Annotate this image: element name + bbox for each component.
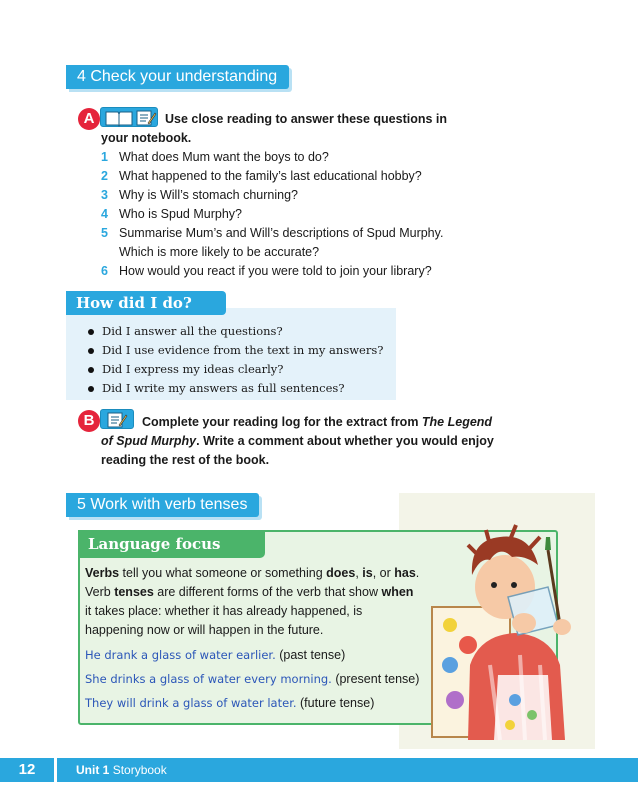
language-focus-title: Language focus (78, 530, 265, 558)
activity-a-icons (100, 107, 158, 127)
boy-drinking-water-illustration (420, 515, 590, 745)
section-5-header (66, 493, 259, 517)
activity-b-badge: B (78, 410, 100, 432)
list-item: Did I express my ideas clearly? (88, 360, 383, 379)
how-did-i-do-title: How did I do? (66, 291, 226, 315)
book-icon (104, 109, 134, 127)
list-item: 5 Summarise Mum’s and Will’s descriptions of Spud Murphy. Which is more likely to be accurate? (101, 226, 444, 259)
activity-b-instruction-3: reading the rest of the book. (101, 453, 270, 467)
notebook-pencil-icon (135, 109, 157, 127)
definition-line-3: it takes place: whether it has already happened, is (85, 604, 363, 618)
definition-line-1: Verbs tell you what someone or something does, is, or has. (85, 566, 420, 580)
example-past: He drank a glass of water earlier. (past tense) (85, 648, 346, 662)
list-item: 2 What happened to the family’s last educational hobby? (101, 169, 422, 183)
list-item: 3 Why is Will’s stomach churning? (101, 188, 298, 202)
section-4-title: 4 Check your understanding (77, 68, 278, 85)
example-present: She drinks a glass of water every morning. (present tense) (85, 672, 420, 686)
activity-a-instruction-2: your notebook. (101, 131, 192, 145)
definition-line-4: happening now or will happen in the future. (85, 623, 324, 637)
activity-a-instruction-1: Use close reading to answer these questions in (165, 112, 448, 126)
activity-b-instruction-1: Complete your reading log for the extract from The Legend (142, 415, 493, 429)
how-did-i-do-list (88, 322, 383, 398)
activity-b-icons (100, 409, 134, 429)
section-4-header (66, 65, 289, 89)
list-item: 6 How would you react if you were told to join your library? (101, 264, 432, 278)
list-item: 4 Who is Spud Murphy? (101, 207, 242, 221)
page-number: 12 (0, 758, 57, 782)
list-item: 1 What does Mum want the boys to do? (101, 150, 329, 164)
question-list (101, 148, 501, 281)
definition-line-2: Verb tenses are different forms of the verb that show when (85, 585, 414, 599)
section-5-title: 5 Work with verb tenses (77, 496, 248, 513)
page-footer (0, 749, 638, 799)
activity-b-instruction-2: of Spud Murphy. Write a comment about whether you would enjoy (101, 434, 494, 448)
example-future: They will drink a glass of water later. (future tense) (85, 696, 375, 710)
notebook-pencil-icon (106, 411, 128, 429)
list-item: Did I write my answers as full sentences? (88, 379, 383, 398)
list-item: Did I answer all the questions? (88, 322, 383, 341)
list-item: Did I use evidence from the text in my answers? (88, 341, 383, 360)
activity-a-badge: A (78, 108, 100, 130)
unit-label: Unit 1 Storybook (76, 763, 167, 777)
